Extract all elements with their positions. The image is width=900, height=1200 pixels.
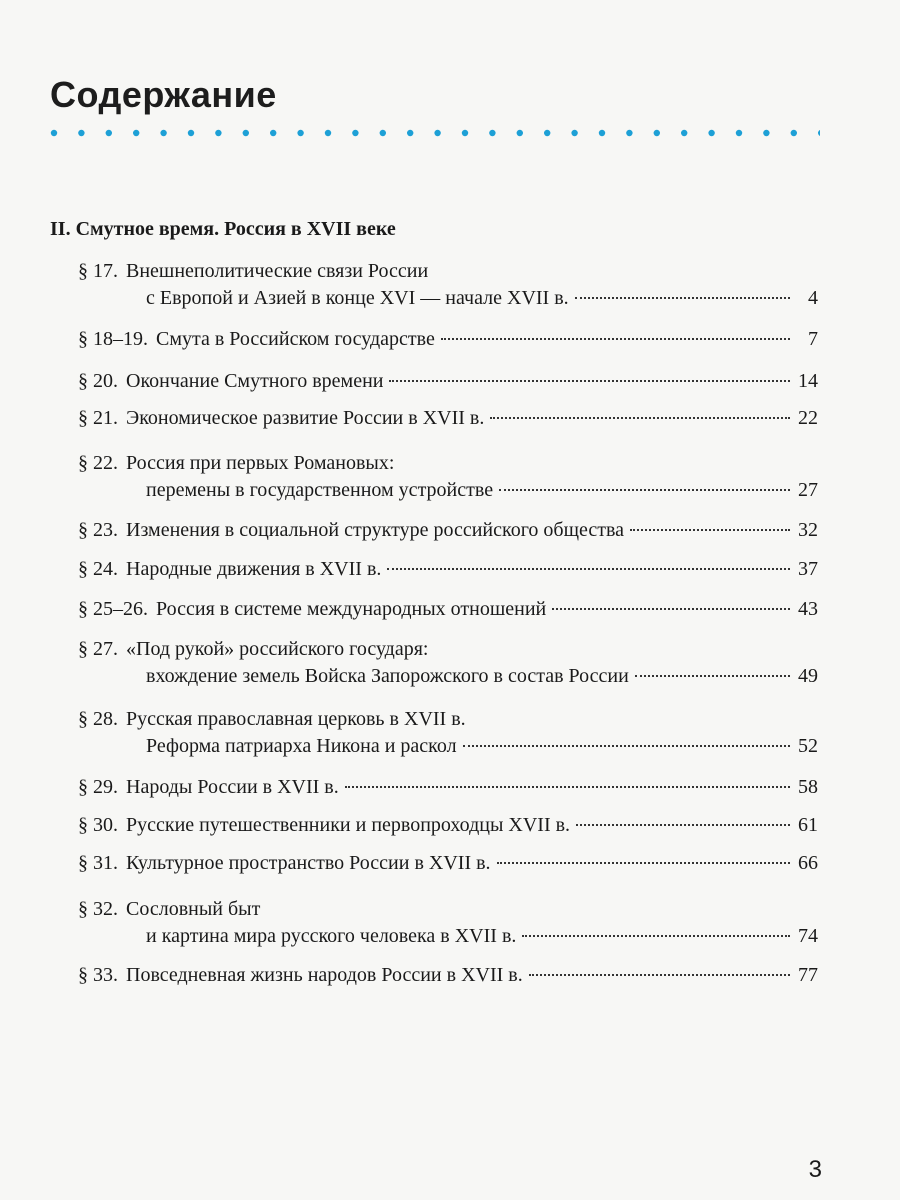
divider-dot bbox=[325, 130, 331, 136]
divider-dot bbox=[106, 130, 112, 136]
divider-dot bbox=[243, 130, 249, 136]
toc-entry-number: § 30. bbox=[78, 814, 118, 836]
toc-entry-page: 14 bbox=[798, 370, 818, 392]
toc-dot-leader bbox=[389, 380, 790, 382]
divider-dot bbox=[380, 130, 386, 136]
toc-entry[interactable] bbox=[78, 368, 818, 395]
toc-entry-number: § 22. bbox=[78, 452, 118, 474]
toc-entry-title: Смута в Российском государстве bbox=[156, 328, 435, 350]
divider-dot bbox=[160, 130, 166, 136]
divider-dot bbox=[708, 130, 714, 136]
divider-dot bbox=[434, 130, 440, 136]
divider-dot bbox=[818, 130, 820, 136]
toc-entry-page: 74 bbox=[798, 925, 818, 947]
divider-dot bbox=[215, 130, 221, 136]
divider-dot bbox=[297, 130, 303, 136]
toc-dot-leader bbox=[463, 745, 790, 747]
toc-entry-page: 4 bbox=[808, 287, 818, 309]
toc-dot-leader bbox=[575, 297, 790, 299]
toc-entry[interactable] bbox=[78, 812, 818, 839]
toc-entry[interactable] bbox=[78, 636, 818, 690]
toc-entry[interactable] bbox=[78, 517, 818, 544]
toc-entry[interactable] bbox=[78, 450, 818, 504]
toc-dot-leader bbox=[552, 608, 790, 610]
toc-dot-leader bbox=[529, 974, 790, 976]
toc-entry-page: 7 bbox=[808, 328, 818, 350]
toc-entry-number: § 18–19. bbox=[78, 328, 148, 350]
toc-entry-number: § 21. bbox=[78, 407, 118, 429]
toc-entry-page: 49 bbox=[798, 665, 818, 687]
toc-entry-number: § 23. bbox=[78, 519, 118, 541]
divider-dot bbox=[352, 130, 358, 136]
toc-entry[interactable] bbox=[78, 896, 818, 950]
divider-dot bbox=[791, 130, 797, 136]
section-title: II. Смутное время. Россия в XVII веке bbox=[50, 218, 396, 240]
toc-entry[interactable] bbox=[78, 556, 818, 583]
toc-entry-title: Повседневная жизнь народов России в XVII в. bbox=[126, 964, 523, 986]
toc-dot-leader bbox=[576, 824, 790, 826]
toc-entry-page: 61 bbox=[798, 814, 818, 836]
toc-entry-page: 37 bbox=[798, 558, 818, 580]
divider-dot bbox=[270, 130, 276, 136]
divider-dot bbox=[133, 130, 139, 136]
toc-dot-leader bbox=[345, 786, 790, 788]
toc-dot-leader bbox=[630, 529, 790, 531]
page-number: 3 bbox=[808, 1156, 822, 1183]
toc-entry-page: 22 bbox=[798, 407, 818, 429]
decorative-dot-divider bbox=[50, 128, 820, 138]
toc-entry[interactable] bbox=[78, 405, 818, 432]
divider-dot bbox=[681, 130, 687, 136]
toc-dot-leader bbox=[497, 862, 790, 864]
toc-entry-page: 52 bbox=[798, 735, 818, 757]
toc-dot-leader bbox=[499, 489, 790, 491]
toc-entry-title: Россия при первых Романовых: bbox=[126, 452, 395, 474]
page-title: Содержание bbox=[50, 74, 277, 115]
divider-dot bbox=[517, 130, 523, 136]
toc-dot-leader bbox=[387, 568, 790, 570]
toc-entry-title: «Под рукой» российского государя: bbox=[126, 638, 429, 660]
toc-entry-title: Внешнеполитические связи России bbox=[126, 260, 429, 282]
divider-dot bbox=[763, 130, 769, 136]
toc-entry-title: Русская православная церковь в XVII в. bbox=[126, 708, 466, 730]
toc-entry-number: § 29. bbox=[78, 776, 118, 798]
toc-entry-title: Народные движения в XVII в. bbox=[126, 558, 382, 580]
toc-entry[interactable] bbox=[78, 850, 818, 877]
toc-entry-number: § 20. bbox=[78, 370, 118, 392]
divider-dot bbox=[188, 130, 194, 136]
toc-entry-page: 43 bbox=[798, 598, 818, 620]
toc-entry-title: Изменения в социальной структуре российского общества bbox=[126, 519, 625, 541]
toc-entry-title: и картина мира русского человека в XVII в. bbox=[146, 925, 517, 947]
divider-dot bbox=[626, 130, 632, 136]
divider-dot bbox=[51, 130, 57, 136]
divider-dot bbox=[78, 130, 84, 136]
toc-entry[interactable] bbox=[78, 258, 818, 312]
toc-entry-number: § 28. bbox=[78, 708, 118, 730]
toc-dot-leader bbox=[635, 675, 790, 677]
divider-dot bbox=[599, 130, 605, 136]
toc-entry-number: § 27. bbox=[78, 638, 118, 660]
toc-entry-number: § 31. bbox=[78, 852, 118, 874]
toc-dot-leader bbox=[522, 935, 790, 937]
toc-entry[interactable] bbox=[78, 326, 818, 353]
toc-dot-leader bbox=[490, 417, 790, 419]
toc-entry-page: 32 bbox=[798, 519, 818, 541]
toc-entry-title: перемены в государственном устройстве bbox=[146, 479, 494, 501]
toc-entry-page: 27 bbox=[798, 479, 818, 501]
toc-entry-title: Окончание Смутного времени bbox=[126, 370, 384, 392]
toc-entry-number: § 33. bbox=[78, 964, 118, 986]
toc-entry[interactable] bbox=[78, 962, 818, 989]
toc-entry-title: Сословный быт bbox=[126, 898, 261, 920]
toc-entry-title: Реформа патриарха Никона и раскол bbox=[146, 735, 457, 757]
toc-entry-page: 66 bbox=[798, 852, 818, 874]
toc-entry-title: вхождение земель Войска Запорожского в состав России bbox=[146, 665, 629, 687]
divider-dot bbox=[654, 130, 660, 136]
toc-entry-number: § 25–26. bbox=[78, 598, 148, 620]
toc-entry-title: с Европой и Азией в конце XVI — начале XVII в. bbox=[146, 287, 569, 309]
toc-entry[interactable] bbox=[78, 706, 818, 760]
divider-dot bbox=[462, 130, 468, 136]
toc-entry-title: Культурное пространство России в XVII в. bbox=[126, 852, 491, 874]
toc-entry-title: Русские путешественники и первопроходцы XVII в. bbox=[126, 814, 571, 836]
toc-entry[interactable] bbox=[78, 596, 818, 623]
toc-entry-title: Россия в системе международных отношений bbox=[156, 598, 547, 620]
toc-entry-title: Народы России в XVII в. bbox=[126, 776, 339, 798]
toc-entry-page: 58 bbox=[798, 776, 818, 798]
divider-dot bbox=[489, 130, 495, 136]
divider-dot bbox=[736, 130, 742, 136]
toc-entry-number: § 17. bbox=[78, 260, 118, 282]
toc-entry[interactable] bbox=[78, 774, 818, 801]
toc-entry-number: § 32. bbox=[78, 898, 118, 920]
divider-dot bbox=[571, 130, 577, 136]
divider-dot bbox=[407, 130, 413, 136]
toc-entry-page: 77 bbox=[798, 964, 818, 986]
divider-dot bbox=[544, 130, 550, 136]
toc-entry-number: § 24. bbox=[78, 558, 118, 580]
toc-entry-title: Экономическое развитие России в XVII в. bbox=[126, 407, 485, 429]
toc-dot-leader bbox=[441, 338, 790, 340]
